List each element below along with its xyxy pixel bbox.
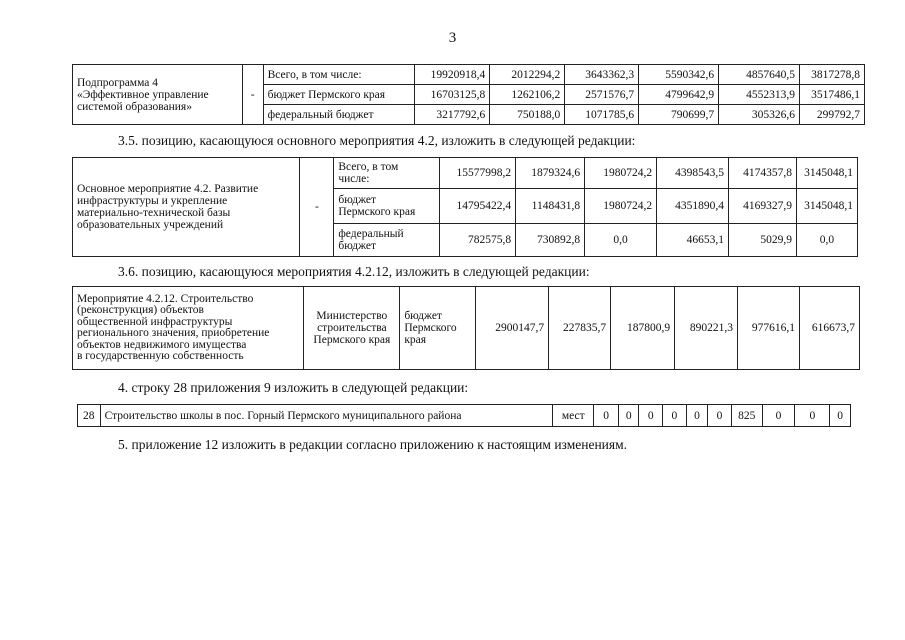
row-number: 28 <box>78 405 101 427</box>
value-cell: 5590342,6 <box>639 65 719 85</box>
value-cell: 3145048,1 <box>796 158 857 189</box>
value-cell: 0 <box>686 405 708 427</box>
appendix-9-row-28-table <box>77 404 851 427</box>
value-cell: 1262106,2 <box>490 85 565 105</box>
paragraph-5: 5. приложение 12 изложить в редакции согласно приложению к настоящим изменениям. <box>118 437 628 452</box>
unit-cell: мест <box>553 405 594 427</box>
value-cell: 2571576,7 <box>565 85 639 105</box>
paragraph-4: 4. строку 28 приложения 9 изложить в следующей редакции: <box>118 380 469 395</box>
dash-cell: - <box>300 158 334 257</box>
activity-name: Мероприятие 4.2.12. Строительство (реконструкция) объектов общественной инфраструктуры регионального значения, приобретение объектов недвижимого имущества в государственную собственность <box>73 287 304 370</box>
row-label: бюджет Пермского края <box>334 189 440 224</box>
value-cell: 4552313,9 <box>719 85 800 105</box>
value-cell: 1071785,6 <box>565 105 639 125</box>
row-label: бюджет Пермского края <box>263 85 415 105</box>
value-cell: 4857640,5 <box>719 65 800 85</box>
value-cell: 0 <box>795 405 830 427</box>
main-activity-4-2-table <box>72 157 858 257</box>
value-cell: 0 <box>708 405 732 427</box>
value-cell: 3643362,3 <box>565 65 639 85</box>
subprogram-4-table <box>72 64 865 125</box>
value-cell: 750188,0 <box>490 105 565 125</box>
row-label: федеральный бюджет <box>334 224 440 257</box>
value-cell: 730892,8 <box>516 224 585 257</box>
value-cell: 16703125,8 <box>415 85 490 105</box>
value-cell: 616673,7 <box>799 287 859 370</box>
page-number: 3 <box>448 30 457 46</box>
value-cell: 1980724,2 <box>585 158 657 189</box>
value-cell: 0,0 <box>796 224 857 257</box>
paragraph-3-6: 3.6. позицию, касающуюся мероприятия 4.2.12, изложить в следующей редакции: <box>118 264 590 279</box>
value-cell: 4351890,4 <box>657 189 729 224</box>
value-cell: 0 <box>830 405 851 427</box>
value-cell: 0 <box>663 405 687 427</box>
value-cell: 0 <box>618 405 639 427</box>
row-label: Всего, в том числе: <box>334 158 440 189</box>
value-cell: 15577998,2 <box>440 158 516 189</box>
value-cell: 187800,9 <box>611 287 675 370</box>
subprogram-name: Подпрограмма 4 «Эффективное управление системой образования» <box>73 65 243 125</box>
value-cell: 0 <box>639 405 663 427</box>
value-cell: 4799642,9 <box>639 85 719 105</box>
value-cell: 825 <box>731 405 762 427</box>
executor-cell: Министерство строительства Пермского края <box>304 287 400 370</box>
value-cell: 3817278,8 <box>799 65 864 85</box>
object-name: Строительство школы в пос. Горный Пермского муниципального района <box>100 405 553 427</box>
value-cell: 14795422,4 <box>440 189 516 224</box>
value-cell: 1879324,6 <box>516 158 585 189</box>
value-cell: 5029,9 <box>729 224 797 257</box>
value-cell: 890221,3 <box>675 287 738 370</box>
row-label: федеральный бюджет <box>263 105 415 125</box>
value-cell: 19920918,4 <box>415 65 490 85</box>
value-cell: 790699,7 <box>639 105 719 125</box>
value-cell: 227835,7 <box>549 287 611 370</box>
row-label: Всего, в том числе: <box>263 65 415 85</box>
value-cell: 1148431,8 <box>516 189 585 224</box>
value-cell: 4174357,8 <box>729 158 797 189</box>
value-cell: 1980724,2 <box>585 189 657 224</box>
value-cell: 4398543,5 <box>657 158 729 189</box>
value-cell: 0,0 <box>585 224 657 257</box>
value-cell: 299792,7 <box>799 105 864 125</box>
value-cell: 3217792,6 <box>415 105 490 125</box>
value-cell: 3145048,1 <box>796 189 857 224</box>
value-cell: 2012294,2 <box>490 65 565 85</box>
value-cell: 4169327,9 <box>729 189 797 224</box>
funding-source-cell: бюджет Пермского края <box>400 287 476 370</box>
value-cell: 0 <box>594 405 619 427</box>
value-cell: 977616,1 <box>738 287 800 370</box>
paragraph-3-5: 3.5. позицию, касающуюся основного мероприятия 4.2, изложить в следующей редакции: <box>118 133 636 148</box>
value-cell: 46653,1 <box>657 224 729 257</box>
dash-cell: - <box>242 65 263 125</box>
value-cell: 305326,6 <box>719 105 800 125</box>
value-cell: 0 <box>762 405 795 427</box>
value-cell: 3517486,1 <box>799 85 864 105</box>
main-activity-name: Основное мероприятие 4.2. Развитие инфраструктуры и укрепление материально-технической базы образовательных учреждений <box>73 158 300 257</box>
value-cell: 2900147,7 <box>476 287 549 370</box>
value-cell: 782575,8 <box>440 224 516 257</box>
activity-4-2-12-table <box>72 286 860 370</box>
